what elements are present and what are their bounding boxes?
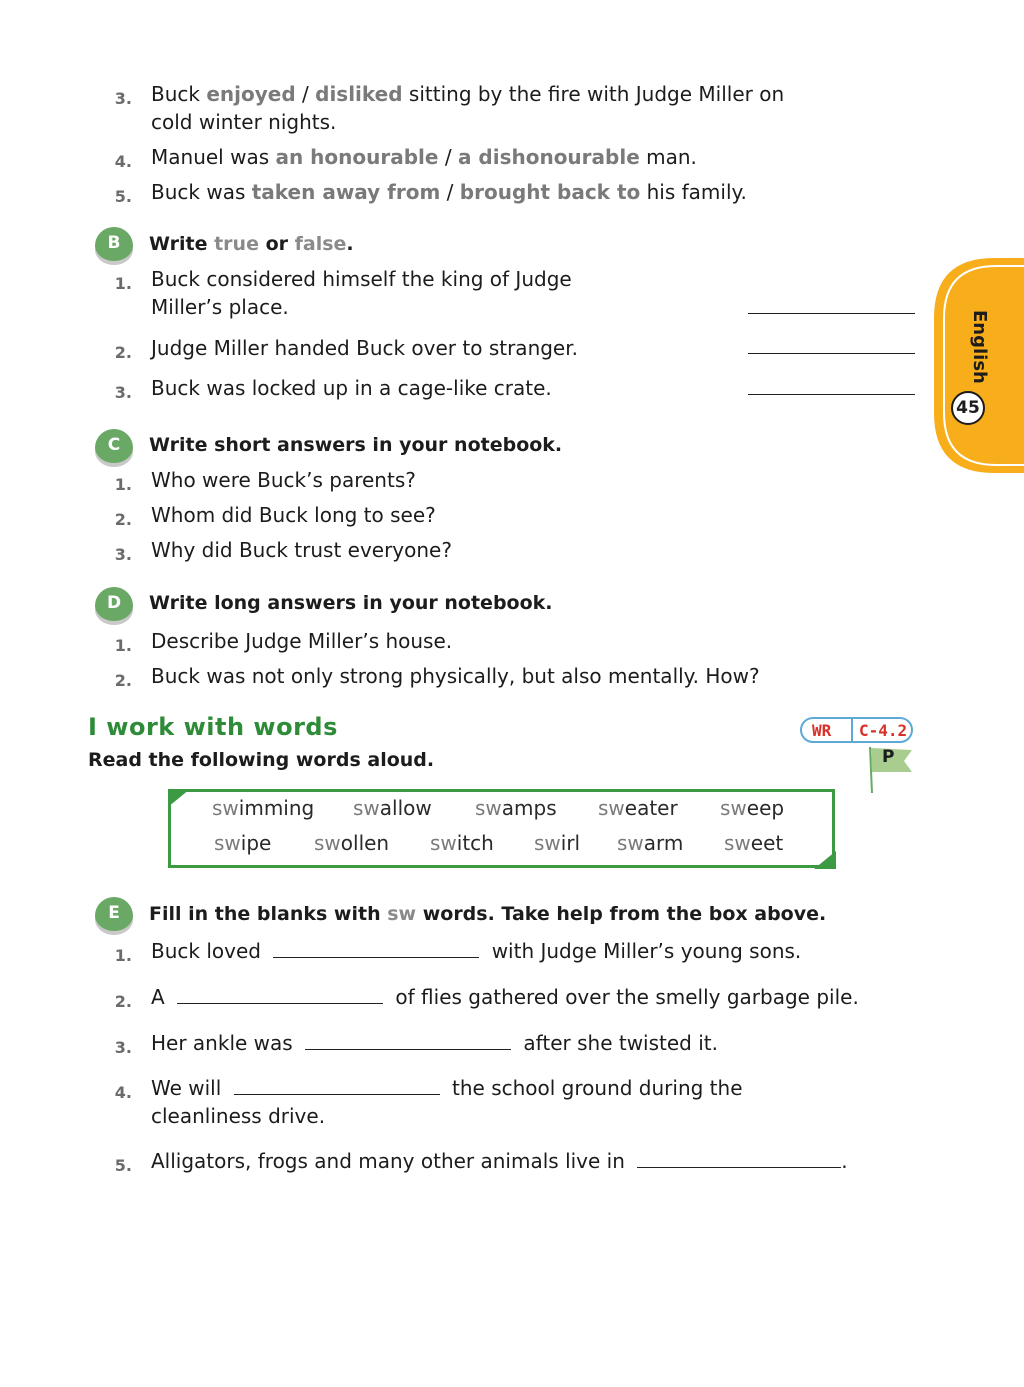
- item-text: A of flies gathered over the smelly garbage pile.: [151, 985, 859, 1009]
- fill-blank[interactable]: [234, 1076, 440, 1095]
- item-text-continued: cleanliness drive.: [151, 1104, 326, 1128]
- item-text: Describe Judge Miller’s house.: [151, 629, 453, 653]
- section-badge-e: E: [95, 897, 133, 931]
- word-swarm: swarm: [617, 831, 684, 855]
- skill-tag-right: C-4.2: [859, 721, 908, 740]
- word-swimming: swimming: [212, 796, 315, 820]
- answer-line[interactable]: [748, 394, 915, 395]
- item-number: 1.: [114, 636, 132, 655]
- item-text: Alligators, frogs and many other animals live in .: [151, 1149, 848, 1173]
- item-text: Buck was locked up in a cage-like crate.: [151, 376, 552, 400]
- section-badge-d: D: [95, 587, 133, 621]
- item-number: 2.: [114, 671, 132, 690]
- item-text: Who were Buck’s parents?: [151, 468, 416, 492]
- item-number: 1.: [114, 274, 132, 293]
- skill-tag-divider: [851, 719, 853, 741]
- item-number: 3.: [114, 545, 132, 564]
- section-c-instruction: Write short answers in your notebook.: [149, 434, 563, 456]
- fill-blank[interactable]: [177, 985, 383, 1004]
- skill-tag: [800, 717, 913, 743]
- item-text-continued: Miller’s place.: [151, 295, 289, 319]
- side-tab-label: English: [969, 310, 990, 384]
- section-badge-c: C: [95, 429, 133, 463]
- word-sweep: sweep: [720, 796, 785, 820]
- section-badge-b: B: [95, 227, 133, 261]
- item-text: Buck considered himself the king of Judge: [151, 267, 572, 291]
- item-number: 3.: [114, 1038, 132, 1057]
- item-number: 5.: [114, 1156, 132, 1175]
- fill-blank[interactable]: [637, 1149, 841, 1168]
- item-number: 3.: [114, 89, 132, 108]
- word-swollen: swollen: [314, 831, 390, 855]
- section-b-instruction: Write true or false.: [149, 233, 354, 255]
- side-tab: [934, 258, 1024, 473]
- word-swirl: swirl: [534, 831, 581, 855]
- word-sweater: sweater: [598, 796, 678, 820]
- word-swipe: swipe: [214, 831, 272, 855]
- item-number: 5.: [114, 187, 132, 206]
- word-switch: switch: [430, 831, 494, 855]
- item-text: Why did Buck trust everyone?: [151, 538, 452, 562]
- item-number: 3.: [114, 383, 132, 402]
- item-text: Judge Miller handed Buck over to stranger.: [151, 336, 578, 360]
- item-number: 2.: [114, 510, 132, 529]
- item-number: 1.: [114, 475, 132, 494]
- fill-blank[interactable]: [305, 1031, 511, 1050]
- item-text: Buck loved with Judge Miller’s young sons.: [151, 939, 802, 963]
- flag-icon: [866, 745, 916, 795]
- answer-line[interactable]: [748, 313, 915, 314]
- item-text: Buck enjoyed / disliked sitting by the fire with Judge Miller on: [151, 82, 785, 106]
- page-number: 45: [951, 391, 985, 425]
- item-text: Buck was taken away from / brought back to his family.: [151, 180, 747, 204]
- section-d-instruction: Write long answers in your notebook.: [149, 592, 553, 614]
- flag-label: P: [882, 747, 895, 767]
- item-text: Buck was not only strong physically, but also mentally. How?: [151, 664, 760, 688]
- item-number: 4.: [114, 152, 132, 171]
- word-swallow: swallow: [353, 796, 432, 820]
- item-text: Whom did Buck long to see?: [151, 503, 436, 527]
- item-text: Manuel was an honourable / a dishonourable man.: [151, 145, 697, 169]
- answer-line[interactable]: [748, 353, 915, 354]
- item-number: 2.: [114, 992, 132, 1011]
- section-e-instruction: Fill in the blanks with sw words. Take help from the box above.: [149, 903, 827, 925]
- fill-blank[interactable]: [273, 939, 479, 958]
- word-sweet: sweet: [724, 831, 784, 855]
- section-subtitle: Read the following words aloud.: [88, 749, 435, 771]
- skill-tag-left: WR: [812, 721, 832, 740]
- section-title: I work with words: [88, 713, 338, 741]
- item-number: 2.: [114, 343, 132, 362]
- item-text-continued: cold winter nights.: [151, 110, 337, 134]
- word-swamps: swamps: [475, 796, 557, 820]
- item-text: Her ankle was after she twisted it.: [151, 1031, 718, 1055]
- item-text: We will the school ground during the: [151, 1076, 743, 1100]
- item-number: 1.: [114, 946, 132, 965]
- item-number: 4.: [114, 1083, 132, 1102]
